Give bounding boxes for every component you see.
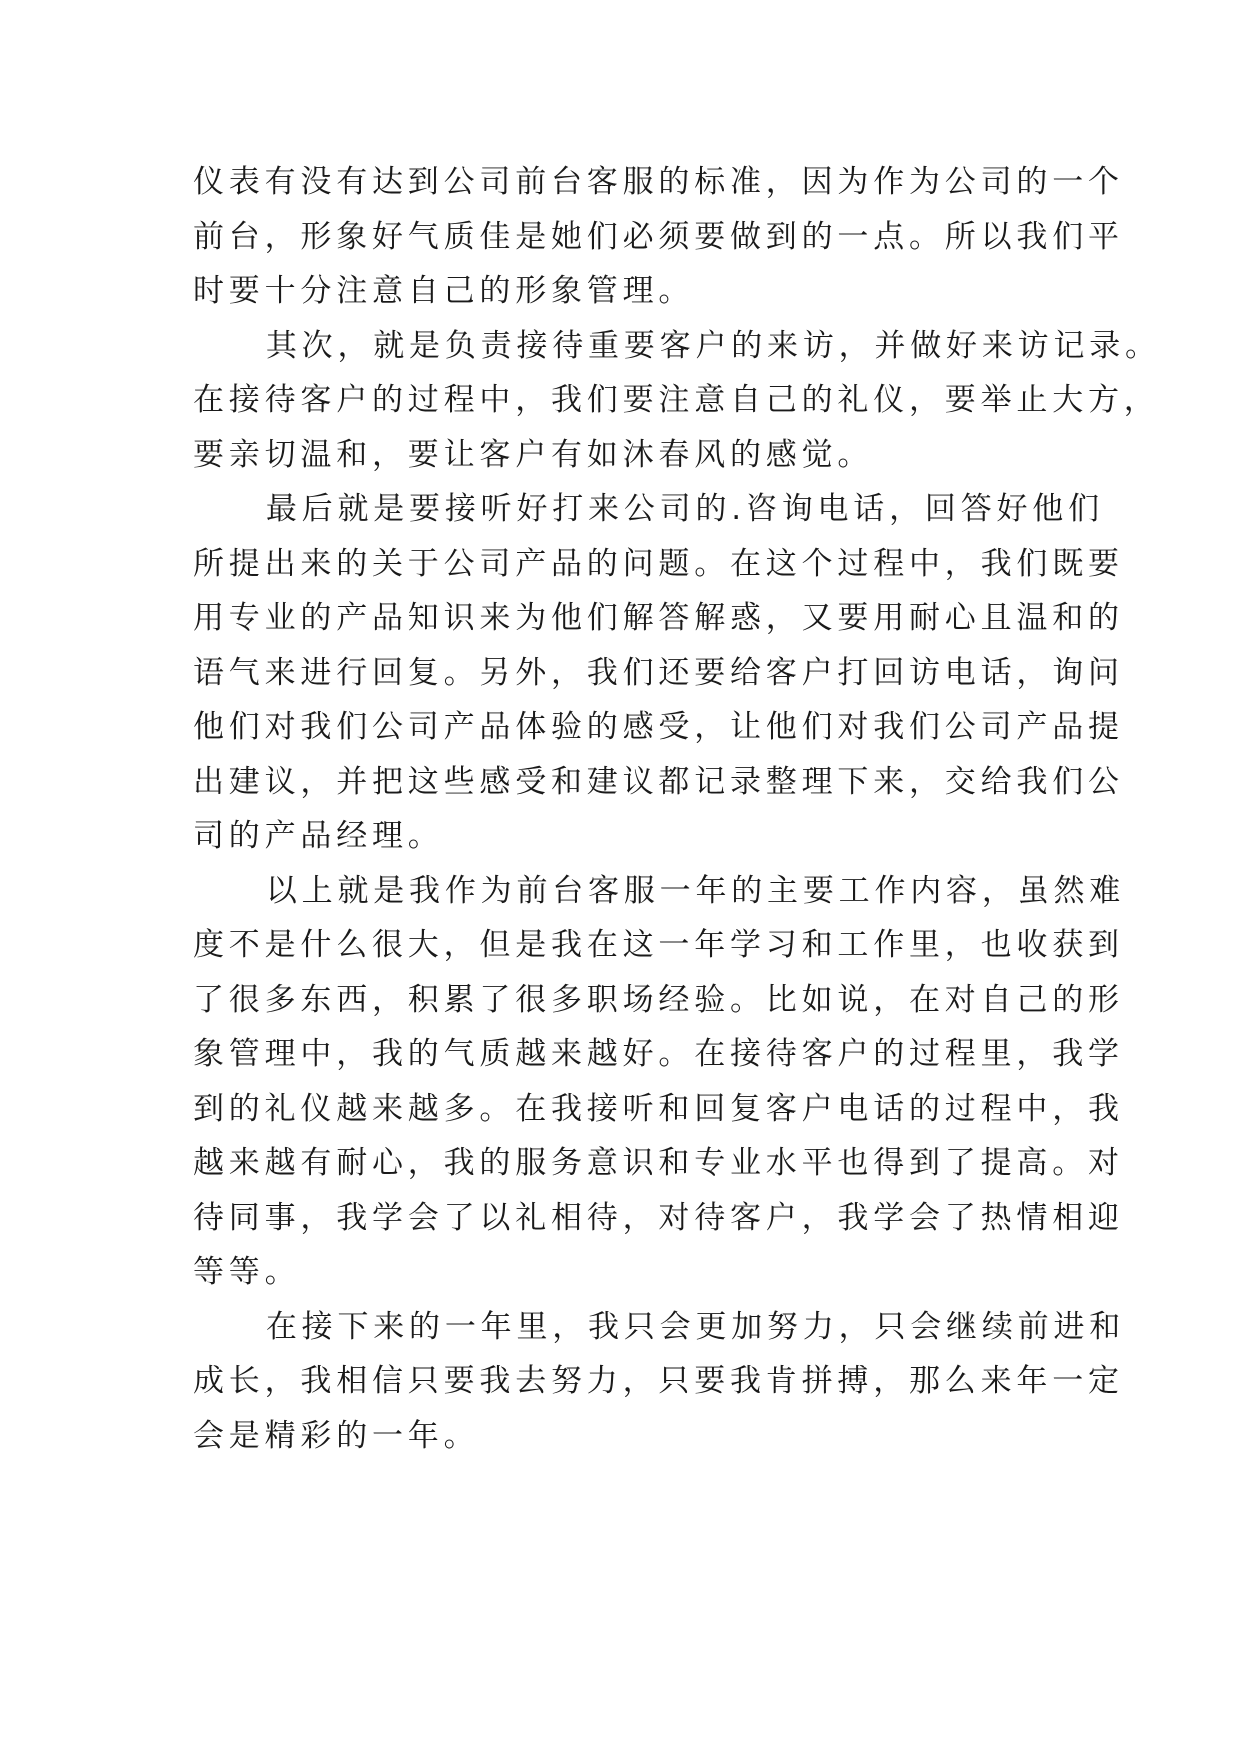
paragraph-5 bbox=[193, 1300, 1126, 1464]
paragraph-2 bbox=[193, 319, 1161, 483]
text-line: 所提出来的关于公司产品的问题。在这个过程中，我们既要 bbox=[193, 545, 1124, 582]
text-line: 等等。 bbox=[193, 1254, 301, 1290]
text-line: 用专业的产品知识来为他们解答解惑，又要用耐心且温和的 bbox=[193, 600, 1124, 636]
text-line: 越来越有耐心，我的服务意识和专业水平也得到了提高。对 bbox=[193, 1145, 1124, 1181]
paragraph-3 bbox=[193, 482, 1124, 864]
paragraph-4 bbox=[193, 864, 1126, 1300]
text-line: 以上就是我作为前台客服一年的主要工作内容，虽然难 bbox=[265, 872, 1126, 909]
text-line: 象管理中，我的气质越来越好。在接待客户的过程里，我学 bbox=[193, 1036, 1124, 1072]
text-line: 他们对我们公司产品体验的感受，让他们对我们公司产品提 bbox=[193, 709, 1124, 745]
text-line: 到的礼仪越来越多。在我接听和回复客户电话的过程中，我 bbox=[193, 1090, 1124, 1127]
text-line: 了很多东西，积累了很多职场经验。比如说，在对自己的形 bbox=[193, 981, 1124, 1018]
text-line: 在接下来的一年里，我只会更加努力，只会继续前进和 bbox=[265, 1308, 1126, 1345]
text-line: 出建议，并把这些感受和建议都记录整理下来，交给我们公 bbox=[193, 763, 1124, 800]
text-line: 前台，形象好气质佳是她们必须要做到的一点。所以我们平 bbox=[193, 218, 1124, 255]
text-line: 司的产品经理。 bbox=[193, 818, 444, 854]
text-line: 语气来进行回复。另外，我们还要给客户打回访电话，询问 bbox=[193, 654, 1124, 691]
text-line: 会是精彩的一年。 bbox=[193, 1417, 480, 1454]
text-line: 成长，我相信只要我去努力，只要我肯拼搏，那么来年一定 bbox=[193, 1363, 1124, 1399]
paragraph-1 bbox=[193, 155, 1124, 319]
text-line: 时要十分注意自己的形象管理。 bbox=[193, 273, 695, 309]
text-line: 仪表有没有达到公司前台客服的标准，因为作为公司的一个 bbox=[193, 164, 1124, 200]
text-line: 要亲切温和，要让客户有如沐春风的感觉。 bbox=[193, 436, 874, 473]
body-text bbox=[193, 155, 1161, 1463]
text-line: 在接待客户的过程中，我们要注意自己的礼仪，要举止大方， bbox=[193, 382, 1160, 418]
text-line: 其次，就是负责接待重要客户的来访，并做好来访记录。 bbox=[265, 327, 1161, 364]
text-line: 待同事，我学会了以礼相待，对待客户，我学会了热情相迎 bbox=[193, 1199, 1124, 1236]
text-line: 最后就是要接听好打来公司的.咨询电话，回答好他们 bbox=[265, 491, 1104, 527]
text-line: 度不是什么很大，但是我在这一年学习和工作里，也收获到 bbox=[193, 927, 1124, 963]
